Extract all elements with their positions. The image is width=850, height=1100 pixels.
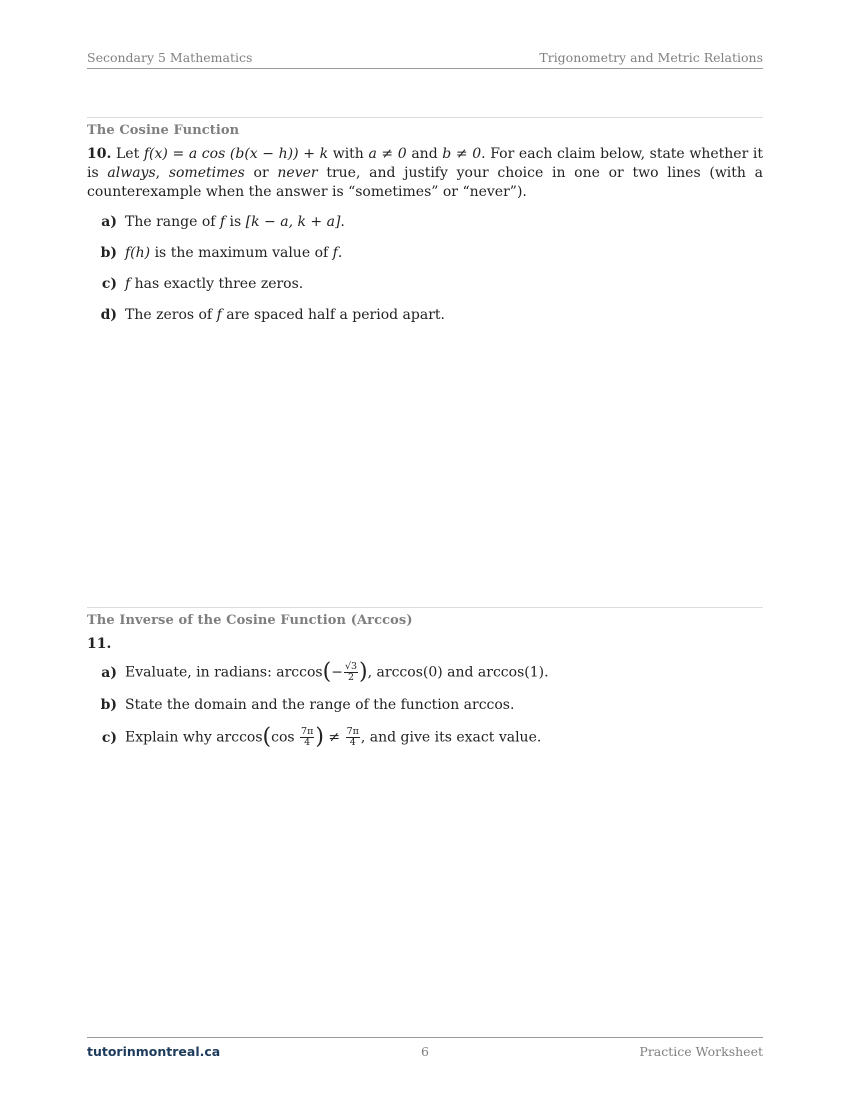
fraction-denominator: 4 <box>304 737 311 748</box>
word-always: always <box>107 165 156 181</box>
statement-text: . For each claim below, state whether it is <box>87 146 763 181</box>
statement-text: Let <box>116 146 144 162</box>
footer-site-link[interactable]: tutorinmontreal.ca <box>87 1044 221 1059</box>
part-label: c) <box>101 275 117 292</box>
fraction-7pi-over-4 <box>300 727 314 748</box>
condition-a: a ≠ 0 <box>368 146 407 162</box>
fraction-denominator: 2 <box>347 672 355 683</box>
part-text: . <box>337 244 343 261</box>
math-interval: [k − a, k + a] <box>245 213 341 230</box>
running-footer <box>87 1037 763 1059</box>
part-b <box>87 237 763 268</box>
part-text: The range of <box>125 213 220 230</box>
section-cosine-function <box>87 117 763 330</box>
part-label: a) <box>101 664 117 681</box>
footer-label: Practice Worksheet <box>639 1044 763 1059</box>
math-var: f <box>332 244 338 261</box>
part-label: c) <box>101 729 117 746</box>
section-title: The Inverse of the Cosine Function (Arccos) <box>87 613 413 628</box>
part-c: c) Explain why arccos(cos $\frac{7\pi}{4}$ ) ≠ $\frac{7\pi}{4}$ , and give its exact value. <box>87 720 763 755</box>
part-b <box>87 689 763 720</box>
math-cos: cos <box>271 729 300 746</box>
part-text: are spaced half a period apart. <box>221 306 445 323</box>
part-label: d) <box>100 306 117 323</box>
part-label: b) <box>100 696 117 713</box>
problem-number: 11. <box>87 636 112 652</box>
header-course: Secondary 5 Mathematics <box>87 50 253 65</box>
function-formula: f(x) = a cos (b(x − h)) + k <box>143 146 329 162</box>
part-text: , and give its exact value. <box>360 729 542 746</box>
problem-10-parts <box>87 206 763 330</box>
part-text: . <box>340 213 345 230</box>
fraction-denominator: 4 <box>349 737 356 748</box>
problem-11-statement <box>87 635 763 654</box>
part-text: , arccos(0) and arccos(1). <box>367 664 549 681</box>
page-number: 6 <box>421 1044 429 1059</box>
fraction-numerator: 7π <box>346 726 359 737</box>
part-d <box>87 299 763 330</box>
part-a <box>87 206 763 237</box>
part-c <box>87 268 763 299</box>
part-text: Evaluate, in radians: arccos <box>125 664 323 681</box>
fraction-7pi-over-4 <box>346 727 360 748</box>
condition-b: b ≠ 0 <box>442 146 482 162</box>
statement-text: and <box>406 146 443 162</box>
statement-text: with <box>328 146 369 162</box>
part-label: a) <box>101 213 117 230</box>
math-var: f <box>125 275 131 292</box>
fraction-numerator: 7π <box>301 726 314 737</box>
header-chapter: Trigonometry and Metric Relations <box>539 50 763 65</box>
math-expression: f(h) <box>125 244 151 261</box>
statement-text: true, and justify your choice in one or two lines (with a counterexample when the answer is “sometimes” or “never”). <box>87 165 763 200</box>
problem-11-parts <box>87 656 763 755</box>
math-var: f <box>219 213 226 230</box>
part-text: has exactly three zeros. <box>130 275 304 292</box>
math-neq: ≠ <box>323 729 345 746</box>
part-text: The zeros of <box>125 306 217 323</box>
section-title: The Cosine Function <box>87 123 240 138</box>
word-sometimes: sometimes <box>168 165 245 181</box>
fraction-sqrt3-over-2 <box>344 662 358 683</box>
part-text: is the maximum value of <box>150 244 333 261</box>
math-var: f <box>216 306 222 323</box>
part-a: a) Evaluate, in radians: arccos(− $\frac{√3}{2}$ ), arccos(0) and arccos(1). <box>87 656 763 689</box>
part-text: is <box>225 213 246 230</box>
part-text: Explain why arccos <box>125 729 263 746</box>
running-header <box>87 50 763 69</box>
statement-text: or <box>244 165 278 181</box>
part-text: State the domain and the range of the function arccos. <box>125 696 515 713</box>
part-label: b) <box>100 244 117 261</box>
word-never: never <box>277 165 318 181</box>
problem-number: 10. <box>87 146 112 162</box>
math-minus: − <box>331 664 343 681</box>
problem-10-statement: 10. Let f(x) = a cos (b(x − h)) + k with a ≠ 0 and b ≠ 0. For each claim below, state whether it is always, sometimes or never true, and justify your choice in one or two lines (with a counterexample when the answer is “sometimes” or “never”). <box>87 146 763 200</box>
section-arccos <box>87 607 763 755</box>
fraction-numerator: √3 <box>344 661 358 672</box>
